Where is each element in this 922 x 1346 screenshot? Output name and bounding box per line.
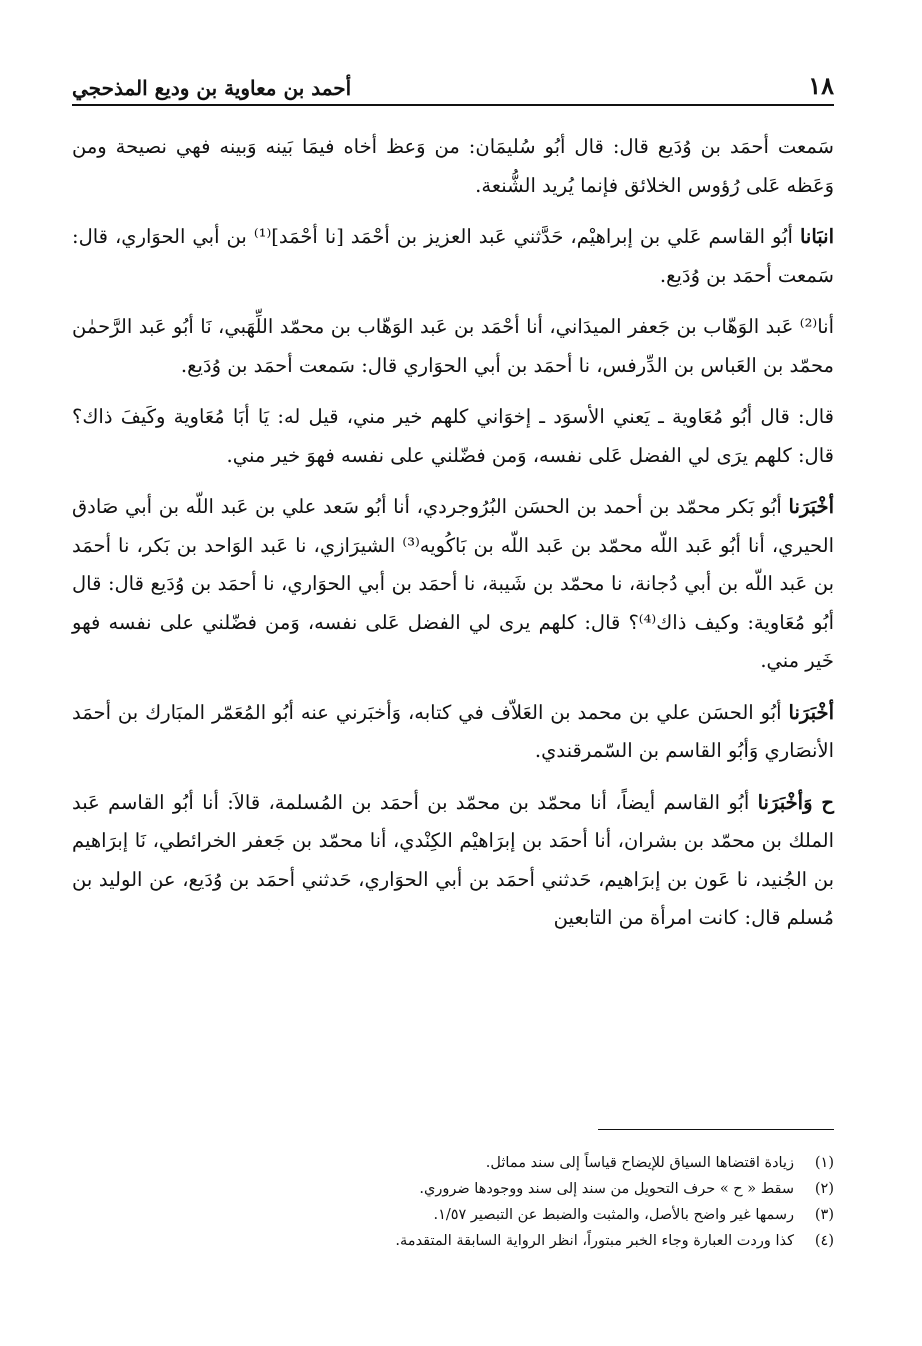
paragraph-1: [72, 128, 834, 205]
footnote-text: سقط « ح » حرف التحويل من سند إلى سند ووجودها ضروري.: [419, 1181, 794, 1197]
main-text: [72, 128, 834, 951]
paragraph-lead-word: أخْبَرَنا: [788, 700, 834, 724]
paragraph-lead-word: ح وَأخْبَرَنا: [757, 790, 834, 814]
footnote-number: (٢): [814, 1181, 834, 1197]
paragraph-text: قال: قال أبُو مُعَاوية ـ يَعني الأسوَد ـ إخوَاني كلهم خير مني، قيل له: يَا أبَا مُعَاوية وكَيفَ ذاك؟ قال: كلهم يرَى لي الفضل عَلى نفسه، وَمن فضّلني على نفسه فهوَ خير مني.: [72, 405, 834, 467]
paragraph-4: [72, 398, 834, 475]
footnote-number: (٣): [814, 1207, 834, 1223]
paragraph-text: أبُو القاسم عَلي بن إبراهيْم، حَدَّثني عَبد العزيز بن أحْمَد [نا أحْمَد]⁽¹⁾ بن أبي الحوَاري، قال: سَمعت أحمَد بن وُدَيع.: [72, 225, 834, 287]
paragraph-lead-word: أخْبَرَنا: [788, 495, 834, 518]
footnote-number: (٤): [814, 1233, 834, 1249]
paragraph-text: أنا⁽²⁾ عَبد الوَهّاب بن جَعفر الميدَاني، أنا أحْمَد بن عَبد الوَهّاب بن محمّد اللِّهَبي، نَا أبُو عَبد الرَّحمٰن محمّد بن العَباس بن الدِّرفس، نا أحمَد بن أبي الحوَاري قال: سَمعت أحمَد بن وُدَيع.: [72, 315, 834, 377]
paragraph-6: [72, 694, 834, 771]
paragraph-text: أبُو القاسم أيضاً، أنا محمّد بن محمّد بن أحمَد بن المُسلمة، قالاَ: أنا أبُو القاسم عَبد الملك بن محمّد بن بشران، أنا أحمَد بن إبرَاهيْم الكِنْدي، أنا محمّد بن جَعفر الخرائطي، نَا إبرَاهيم بن الجُنيد، نا عَون بن إبرَاهيم، حَدثني أحمَد بن أبي الحوَاري، حَدثني أحمَد بن وُدَيع، عن الوليد بن مُسلم قال: كانت امرأة من التابعين: [72, 790, 834, 929]
footnotes: [72, 1150, 834, 1254]
page-header: [72, 62, 834, 106]
paragraph-text: أبُو الحسَن علي بن محمد بن العَلاّف في كتابه، وَأخبَرني عنه أبُو المُعَمّر المبَارك بن أحمَد الأنصَاري وَأبُو القاسم بن السّمرقندي.: [72, 700, 834, 762]
footnote-1: [72, 1150, 834, 1176]
paragraph-5: [72, 488, 834, 681]
footnote-3: [72, 1202, 834, 1228]
footnote-4: [72, 1228, 834, 1254]
running-title: أحمد بن معاوية بن وديع المذحجي: [72, 76, 352, 100]
paragraph-text: أبُو بَكر محمّد بن أحمد بن الحسَن البُرُوجردي، أنا أبُو سَعد علي بن عَبد اللّه بن أبي صَادق الحيري، أنا أبُو عَبد اللّه محمّد بن عَبد اللّه بن بَاكُويه⁽³⁾ الشيرَازي، نا عَبد الوَاحد بن بَكر، نا أحمَد بن عَبد اللّه بن أبي دُجانة، نا محمّد بن شَيبة، نا أحمَد بن أبي الحوَاري، نا أحمَد بن وُدَيع قال: قال أبُو مُعَاوية: وكيف ذاك⁽⁴⁾؟ قال: كلهم يرى لي الفضل عَلى نفسه، وَمن فضّلني على نفسه فهو خَير مني.: [72, 495, 834, 672]
paragraph-7: [72, 784, 834, 938]
paragraph-2: [72, 218, 834, 295]
footnote-text: كذا وردت العبارة وجاء الخبر مبتوراً، انظر الرواية السابقة المتقدمة.: [395, 1233, 794, 1249]
page-number: ١٨: [808, 71, 834, 100]
footnote-2: [72, 1176, 834, 1202]
footnote-text: زيادة اقتضاها السياق للإيضاح قياساً إلى سند مماثل.: [485, 1155, 794, 1171]
footnote-text: رسمها غير واضح بالأصل، والمثبت والضبط عن التبصير ١/٥٧.: [433, 1207, 794, 1223]
footnote-number: (١): [814, 1155, 834, 1171]
paragraph-text: سَمعت أحمَد بن وُدَيع قال: قال أبُو سُليمَان: من وَعظ أخاه فيمَا بَينه وَبينه فهي نصيحة ومن وَعَظه عَلى رُؤوس الخلائق فإنما يُريد الشُّنعة.: [72, 135, 834, 197]
paragraph-3: [72, 308, 834, 385]
paragraph-lead-word: انبَانا: [799, 225, 834, 248]
footnote-divider: [598, 1129, 834, 1130]
